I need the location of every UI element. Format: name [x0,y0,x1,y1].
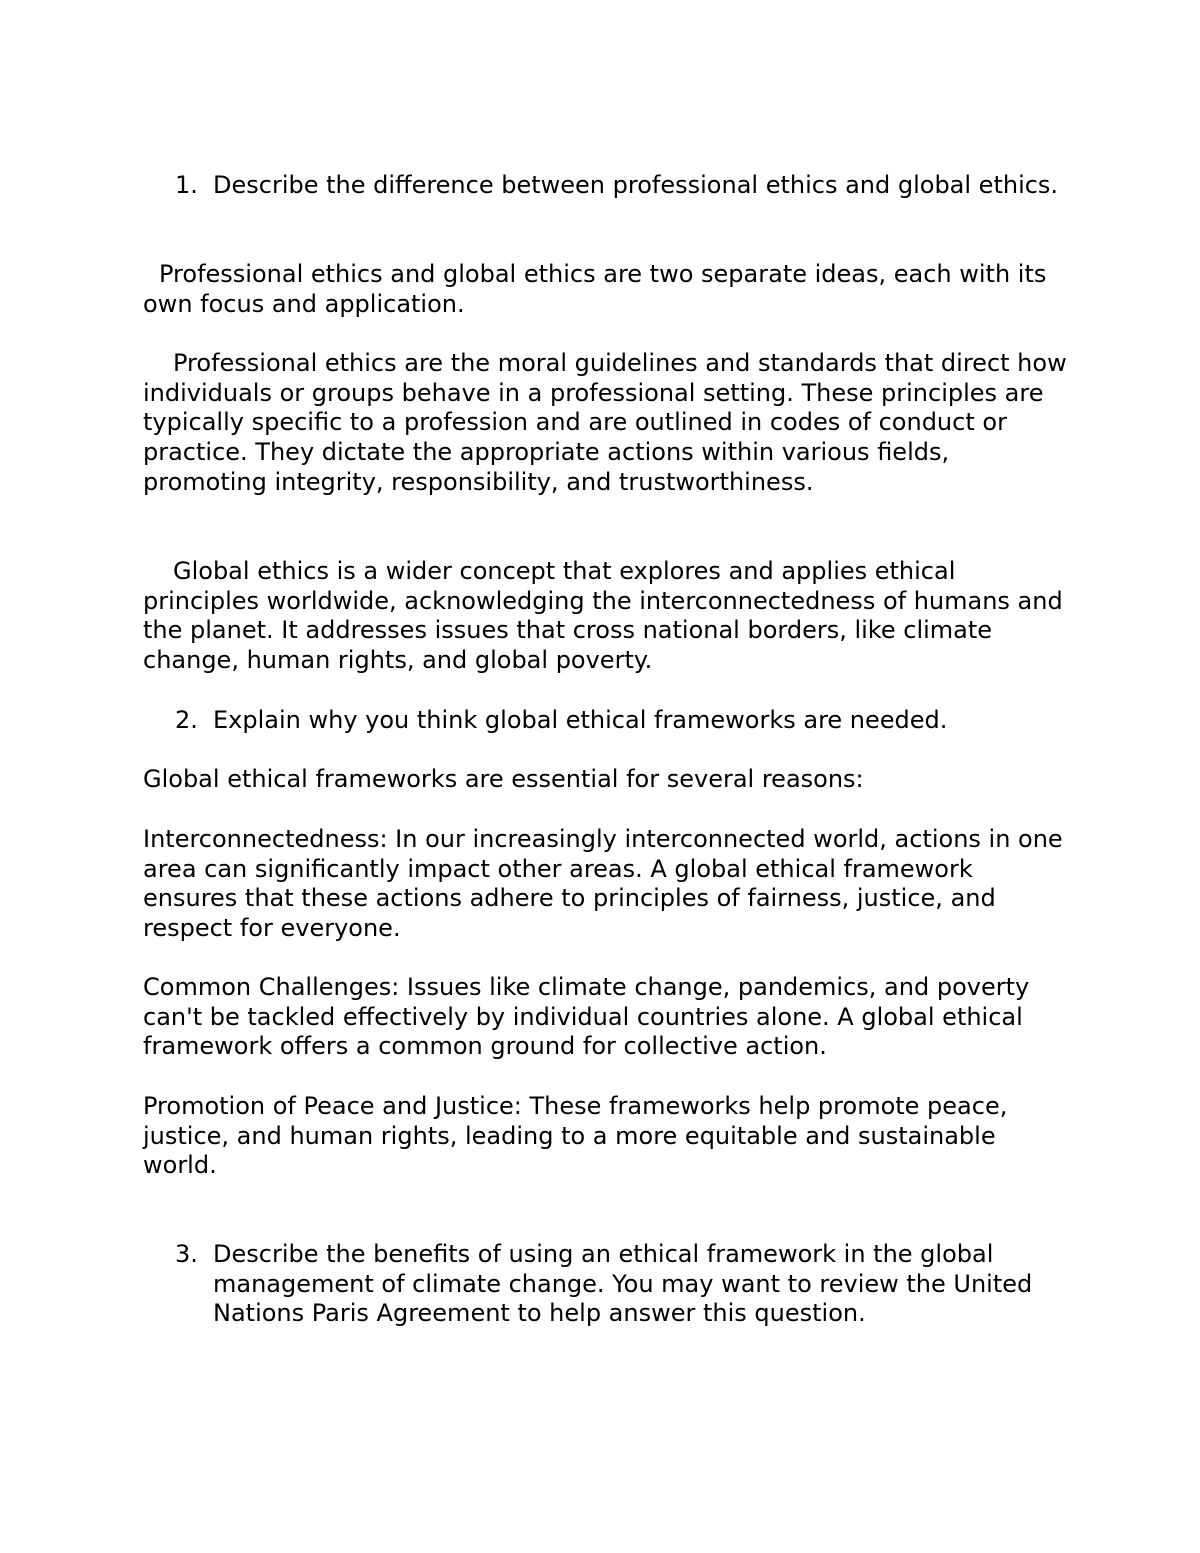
answer-1-paragraph-2: Professional ethics are the moral guidelines and standards that direct how individuals or groups behave in a professional setting. These principles are typically specific to a profession and are outlined in codes of conduct or practice. They dictate the appropriate actions within various fields, promoting integrity, responsibility, and trustworthiness. [143,349,1067,496]
question-1 [143,171,1073,201]
answer-1-paragraph-3: Global ethics is a wider concept that explores and applies ethical principles worldwide, acknowledging the interconnectedness of humans and the planet. It addresses issues that cross national borders, like climate change, human rights, and global poverty. [143,557,1063,675]
question-3 [143,1240,1073,1329]
question-number: 3. [175,1240,198,1268]
answer-2-paragraph-3: Promotion of Peace and Justice: These frameworks help promote peace, justice, and human rights, leading to a more equitable and sustainable world. [143,1092,1008,1180]
question-text: Describe the difference between professional ethics and global ethics. [213,171,1059,199]
question-number: 2. [175,706,198,734]
question-text: Explain why you think global ethical frameworks are needed. [213,706,948,734]
answer-1-paragraph-1: Professional ethics and global ethics are two separate ideas, each with its own focus and application. [143,260,1047,318]
question-number: 1. [175,171,198,199]
question-text: Describe the benefits of using an ethical framework in the global management of climate change. You may want to review the United Nations Paris Agreement to help answer this question. [213,1240,1033,1328]
question-2 [143,706,1073,736]
answer-2-paragraph-2: Common Challenges: Issues like climate change, pandemics, and poverty can't be tackled effectively by individual countries alone. A global ethical framework offers a common ground for collective action. [143,973,1030,1061]
answer-2-paragraph-1: Interconnectedness: In our increasingly interconnected world, actions in one area can significantly impact other areas. A global ethical framework ensures that these actions adhere to principles of fairness, justice, and respect for everyone. [143,825,1063,943]
answer-2-intro: Global ethical frameworks are essential for several reasons: [143,765,864,793]
